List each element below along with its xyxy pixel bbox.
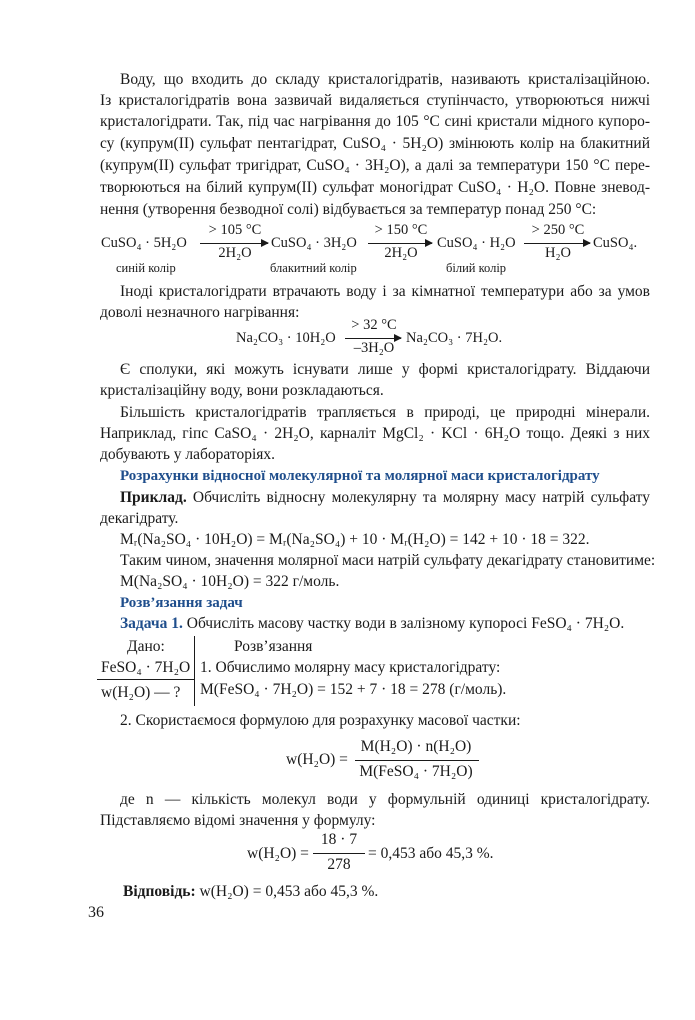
arrow-condition-temp: > 150 °C — [374, 222, 428, 238]
example-line — [120, 488, 650, 508]
section-heading-problems: Розв’язання задач — [120, 595, 243, 611]
text-line: кристалогідрати. Так, під час нагрівання до 105 °С сині кристали мідного купоро- — [100, 113, 650, 130]
text-line: Підставляємо відомі значення у формулу: — [100, 812, 376, 829]
answer-label: Відповідь: — [123, 883, 196, 900]
example-text: Обчисліть відносну молекулярну та молярну масу натрій сульфату — [186, 489, 650, 506]
text-line: творюються на білий купрум(ІІ) сульфат моногідрат CuSO₄ · H₂O. Повне зневод- — [100, 179, 650, 196]
text-line: Таким чином, значення молярної маси натрій сульфату декагідрату становитиме: — [120, 552, 656, 569]
formula-cuso4-3h2o: CuSO₄ · 3H₂O — [271, 235, 357, 251]
color-label-blue: синій колір — [116, 261, 176, 275]
given-divider-vertical — [194, 636, 195, 706]
text-line: Іноді кристалогідрати втрачають воду і за кімнатної температури або за умов — [120, 283, 650, 300]
answer-line — [123, 882, 378, 902]
formula1-lhs: w(H₂O) = — [286, 751, 348, 768]
given-label: Дано: — [127, 638, 165, 655]
formula1-numerator: M(H₂O) · n(H₂O) — [360, 738, 472, 755]
arrow-condition-water: –3H₂O — [353, 340, 395, 356]
formula2-lhs: w(H₂O) = — [247, 845, 309, 862]
reaction-arrow — [200, 243, 268, 244]
reaction-arrow — [368, 243, 432, 244]
color-label-light-blue: блакитний колір — [270, 261, 357, 275]
step1-calc: M(FeSO₄ · 7H₂O) = 152 + 7 · 18 = 278 (г/моль). — [200, 681, 507, 698]
fraction-bar — [313, 853, 365, 854]
formula-na2co3-7h2o: Na₂CO₃ · 7H₂O. — [406, 330, 503, 346]
fraction-bar — [355, 760, 479, 761]
page-number: 36 — [88, 904, 104, 921]
text-line: доволі незначного нагрівання: — [100, 304, 300, 321]
arrow-condition-water: 2H₂O — [384, 245, 418, 261]
text-line: добувають у лабораторіях. — [100, 446, 276, 463]
text-line: Більшість кристалогідратів трапляється в природі, це природні мінерали. — [120, 404, 650, 421]
formula2-result: = 0,453 або 45,3 %. — [368, 845, 494, 862]
reaction-arrow — [345, 338, 401, 339]
formula2-denominator: 278 — [327, 856, 351, 873]
formula-cuso4: CuSO₄. — [593, 235, 638, 251]
arrow-condition-water: 2H₂O — [218, 245, 252, 261]
text-line: су (купрум(ІІ) сульфат пентагідрат, CuSO₄ · 5H₂O) змінюють колір на блакитний — [100, 135, 650, 152]
text-line: нення (утворення безводної солі) відбувається за температур понад 250 °С: — [100, 201, 597, 218]
arrow-condition-water: H₂O — [545, 245, 571, 261]
calc-relative-mass: Mᵣ(Na₂SO₄ · 10H₂O) = Mᵣ(Na₂SO₄) + 10 · Mᵣ(H₂O) = 142 + 10 · 18 = 322. — [120, 531, 590, 548]
example-label: Приклад. — [120, 489, 187, 506]
reaction-arrow — [524, 243, 590, 244]
calc-molar-mass: M(Na₂SO₄ · 10H₂O) = 322 г/моль. — [120, 573, 340, 590]
arrow-condition-temp: > 250 °C — [531, 222, 585, 238]
text-line: де n — кількість молекул води у формульній одиниці кристалогідрату. — [120, 791, 650, 808]
formula-cuso4-h2o: CuSO₄ · H₂O — [437, 235, 516, 251]
formula-cuso4-5h2o: CuSO₄ · 5H₂O — [101, 235, 187, 251]
text-line: Воду, що входить до складу кристалогідратів, називають кристалізаційною. — [120, 71, 650, 88]
given-value: FeSO₄ · 7H₂O — [101, 659, 191, 676]
formula2-numerator: 18 · 7 — [320, 831, 358, 848]
text-line: декагідрату. — [100, 510, 179, 527]
answer-text: w(H₂O) = 0,453 або 45,3 %. — [195, 883, 379, 900]
given-divider-horizontal — [97, 679, 195, 680]
text-line: кристалізаційну воду, вони розкладаються. — [100, 382, 384, 399]
task-label: Задача 1. — [120, 615, 183, 632]
step2-text: 2. Скористаємося формулою для розрахунку масової частки: — [120, 712, 521, 729]
text-line: Є сполуки, які можуть існувати лише у формі кристалогідрату. Віддаючи — [120, 361, 650, 378]
section-heading-molar-mass: Розрахунки відносної молекулярної та молярної маси кристалогідрату — [120, 468, 600, 484]
formula1-denominator: M(FeSO₄ · 7H₂O) — [359, 763, 473, 780]
arrow-condition-temp: > 105 °C — [208, 222, 262, 238]
find-value: w(H₂O) — ? — [101, 684, 181, 701]
step1-text: 1. Обчислимо молярну масу кристалогідрату: — [200, 659, 501, 676]
solution-label: Розв’язання — [234, 638, 313, 655]
text-line: Із кристалогідратів вона зазвичай видаляється ступінчасто, утворюються нижчі — [100, 92, 650, 109]
text-line: Наприклад, гіпс CaSO₄ · 2H₂O, карналіт MgCl₂ · KCl · 6H₂O тощо. Деякі з них — [100, 425, 650, 442]
task-line — [120, 614, 624, 634]
formula-na2co3-10h2o: Na₂CO₃ · 10H₂O — [236, 330, 336, 346]
text-line: (купрум(ІІ) сульфат тригідрат, CuSO₄ · 3H₂O), а далі за температури 150 °С пере- — [100, 157, 650, 174]
task-text: Обчисліть масову частку води в залізному купоросі FeSO₄ · 7H₂O. — [182, 615, 625, 632]
color-label-white: білий колір — [446, 261, 507, 275]
arrow-condition-temp: > 32 °C — [351, 317, 397, 333]
